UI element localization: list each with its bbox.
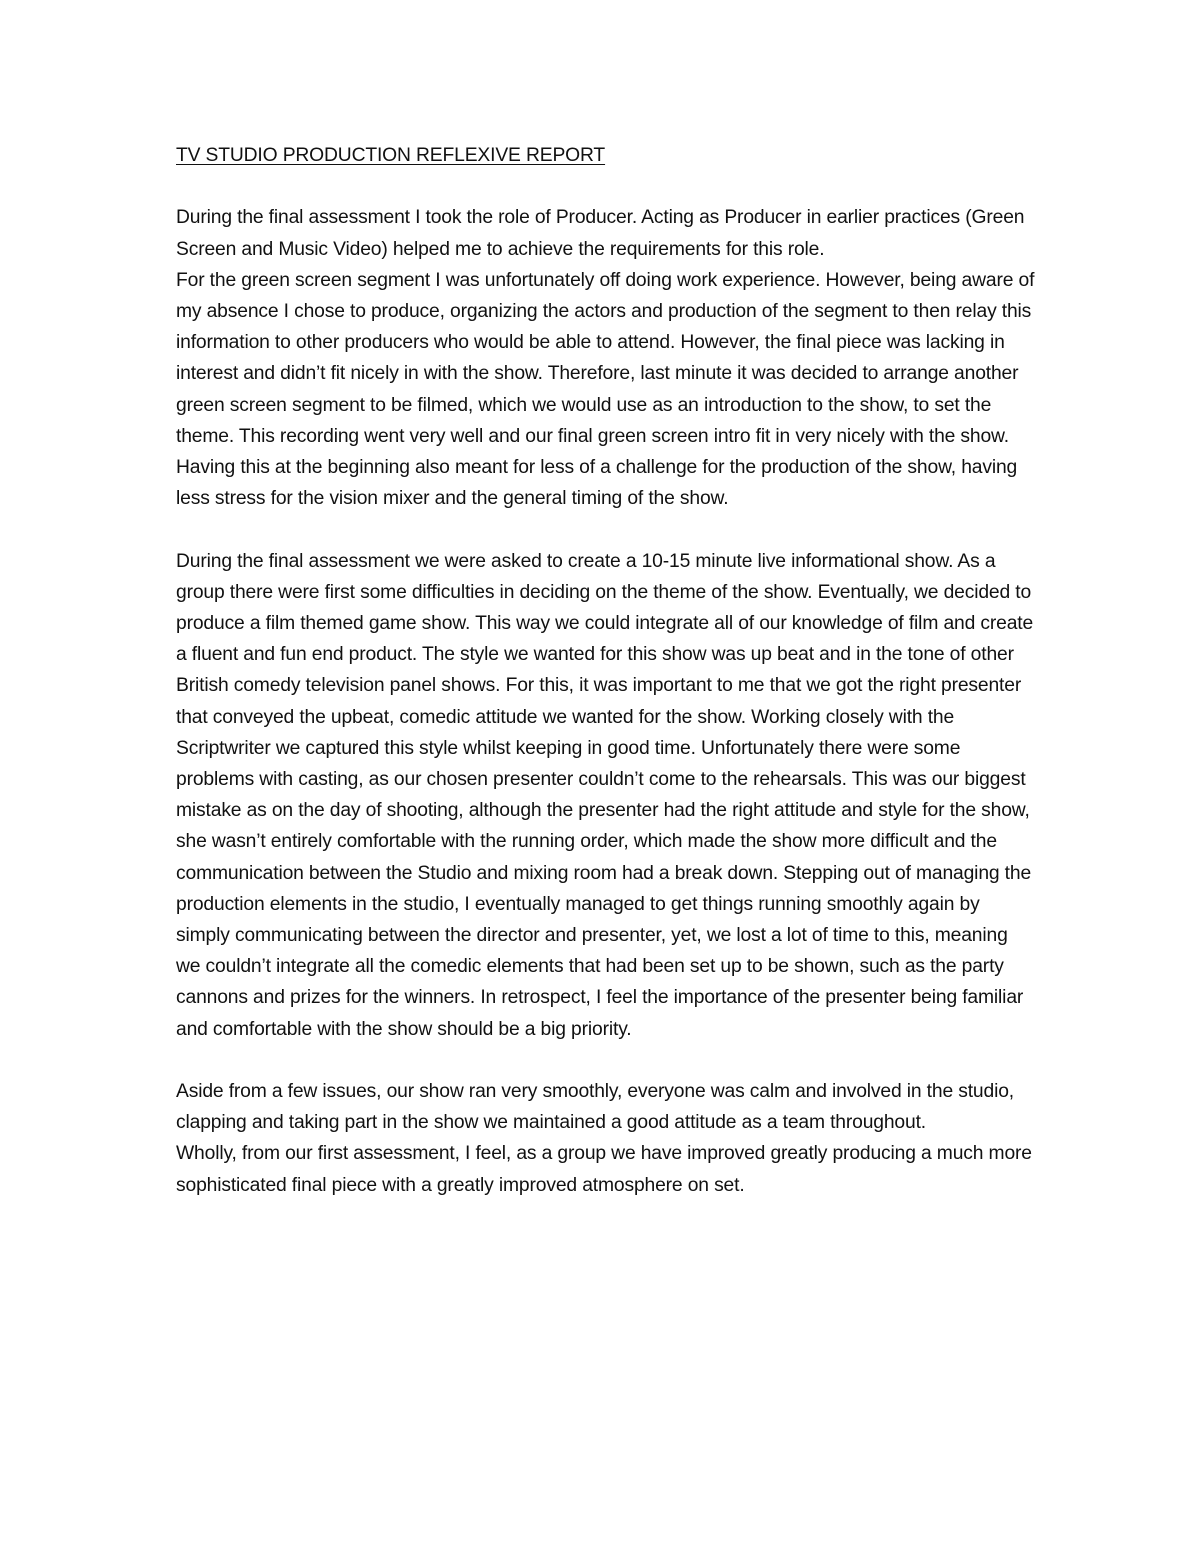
paragraph-green-screen: For the green screen segment I was unfortunately off doing work experience. However, being aware of my absence I chose to produce, organizing the actors and production of the segment to then relay this information to other producers who would be able to attend. However, the final piece was lacking in interest and didn’t fit nicely in with the show. Therefore, last minute it was decided to arrange another green screen segment to be filmed, which we would use as an introduction to the show, to set the theme. This recording went very well and our final green screen intro fit in very nicely with the show. Having this at the beginning also meant for less of a challenge for the production of the show, having less stress for the vision mixer and the general timing of the show. bbox=[176, 269, 1035, 510]
document-title: TV STUDIO PRODUCTION REFLEXIVE REPORT bbox=[176, 145, 606, 166]
paragraph-intro: During the final assessment I took the role of Producer. Acting as Producer in earlier practices (Green Screen and Music Video) helped me to achieve the requirements for this role. bbox=[176, 207, 1025, 260]
paragraph-spacer bbox=[176, 514, 1036, 545]
paragraph-show-summary: Aside from a few issues, our show ran very smoothly, everyone was calm and involved in the studio, clapping and taking part in the show we maintained a good attitude as a team throughout. bbox=[176, 1081, 1014, 1134]
document-body bbox=[176, 140, 1036, 1201]
paragraph-final-assessment: During the final assessment we were asked to create a 10-15 minute live informational show. As a group there were first some difficulties in deciding on the theme of the show. Eventually, we decided to produce a film themed game show. This way we could integrate all of our knowledge of film and create a fluent and fun end product. The style we wanted for this show was up beat and in the tone of other British comedy television panel shows. For this, it was important to me that we got the right presenter that conveyed the upbeat, comedic attitude we wanted for the show. Working closely with the Scriptwriter we captured this style whilst keeping in good time. Unfortunately there were some problems with casting, as our chosen presenter couldn’t come to the rehearsals. This was our biggest mistake as on the day of shooting, although the presenter had the right attitude and style for the show, she wasn’t entirely comfortable with the running order, which made the show more difficult and the communication between the Studio and mixing room had a break down. Stepping out of managing the production elements in the studio, I eventually managed to get things running smoothly again by simply communicating between the director and presenter, yet, we lost a lot of time to this, meaning we couldn’t integrate all the comedic elements that had been set up to be shown, such as the party cannons and prizes for the winners. In retrospect, I feel the importance of the presenter being familiar and comfortable with the show should be a big priority. bbox=[176, 550, 1034, 1040]
paragraph-conclusion: Wholly, from our first assessment, I feel, as a group we have improved greatly producing a much more sophisticated final piece with a greatly improved atmosphere on set. bbox=[176, 1143, 1032, 1196]
paragraph-spacer bbox=[176, 171, 1036, 202]
paragraph-spacer bbox=[176, 1045, 1036, 1076]
